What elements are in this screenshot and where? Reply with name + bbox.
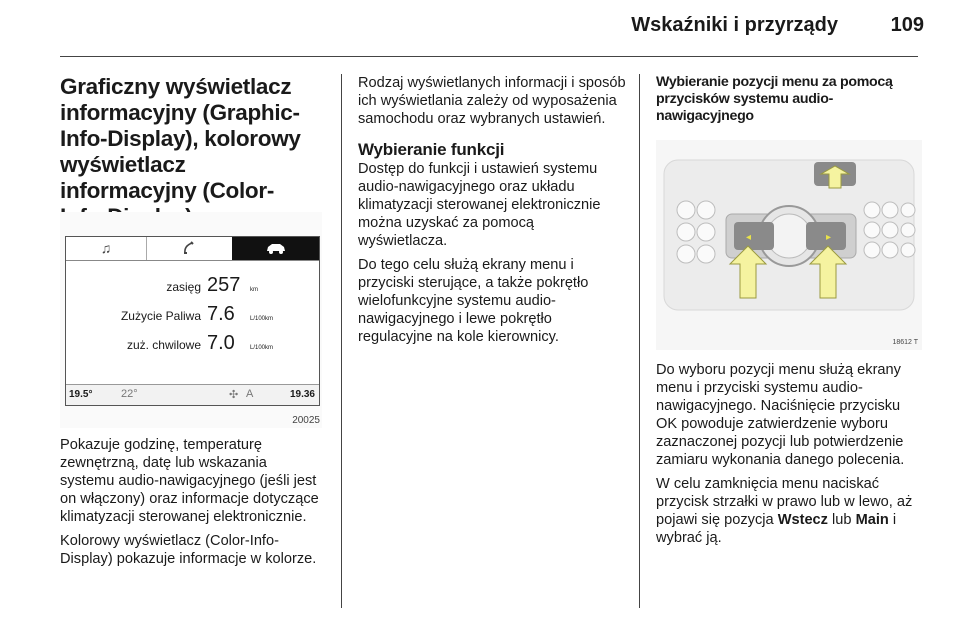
music-note-icon: ♫: [66, 237, 147, 260]
fuel-consumption-row: [66, 300, 319, 328]
section-heading: Graficzny wyświetlacz informacyjny (Graphic-Info-Display), kolorowy wyświetlacz informacyjny (Color-: [60, 74, 301, 203]
column-1: [60, 74, 320, 230]
panel-illustration: [656, 140, 922, 350]
column-1-text: [60, 436, 320, 568]
svg-text:▸: ▸: [826, 232, 832, 243]
paragraph: Kolorowy wyświetlacz (Color-Info-Display) pokazuje informacje w kolorze.: [60, 533, 317, 567]
paragraph: [656, 475, 924, 547]
fuel-consumption-label: Zużycie Paliwa: [120, 309, 201, 323]
header-section-title: Wskaźniki i przyrządy: [631, 14, 838, 36]
instant-consumption-value: 7.0: [207, 332, 235, 354]
paragraph: Dostęp do funkcji i ustawień systemu audio-nawigacyjnego oraz układu klimatyzacji sterowanej elektronicznie można uzyskać za pomocą wyświetlacza.: [358, 161, 601, 249]
page-number: 109: [890, 14, 924, 36]
option-wstecz: Wstecz: [777, 512, 828, 528]
column-3-text: [656, 361, 924, 547]
graphic-info-display-figure: [60, 212, 322, 428]
outside-temperature: 19.5°: [69, 389, 93, 400]
set-temperature: 22°: [121, 388, 138, 400]
range-value: 257: [207, 274, 241, 296]
column-3: [656, 74, 924, 125]
text-span: W celu zamknięcia menu naciskać przycisk strzałki w prawo lub w lewo, aż pojawi się pozycja: [656, 476, 913, 528]
fan-mode: A: [246, 388, 254, 400]
figure-number: 20025: [292, 415, 320, 426]
fan-icon: ✣: [229, 389, 239, 401]
subheading: Wybieranie pozycji menu za pomocą przycisków systemu audio-nawigacyjnego: [656, 74, 893, 124]
column-divider-1: [341, 74, 342, 608]
phone-handset-icon: [146, 237, 233, 260]
text-span: lub: [827, 512, 856, 528]
column-2: [358, 74, 626, 346]
fuel-consumption-value: 7.6: [207, 303, 235, 325]
option-main: Main: [855, 512, 889, 528]
instant-consumption-label: zuż. chwilowe: [126, 338, 201, 352]
header-divider: [60, 56, 918, 57]
paragraph: Do tego celu służą ekrany menu i przyciski sterujące, a także pokrętło wielofunkcyjne systemu audio-nawigacyjnego i lewe pokrętło regulacyjne na kole kierownicy.: [358, 257, 589, 345]
range-row: [66, 271, 319, 299]
text-span: i wybrać ją.: [656, 512, 897, 546]
clock: 19.36: [289, 389, 315, 400]
instant-consumption-row: [66, 329, 319, 357]
subheading: Wybieranie funkcji: [358, 140, 505, 159]
instant-consumption-unit: L/100km: [250, 345, 274, 351]
display-screen: [65, 236, 320, 406]
car-icon: [232, 237, 319, 260]
range-unit: km: [250, 287, 258, 293]
paragraph: Rodzaj wyświetlanych informacji i sposób ich wyświetlania zależy od wyposażenia samochodu oraz wybranych ustawień.: [358, 75, 626, 127]
audio-navigation-panel-figure: [656, 140, 922, 350]
paragraph: Do wyboru pozycji menu służą ekrany menu i przyciski systemu audio-nawigacyjnego. Naciśnięcie przycisku OK powoduje zatwierdzenie wyboru zaznaczonej pozycji lub potwierdzenie zamiaru wykonania danego polecenia.: [656, 362, 905, 468]
column-divider-2: [639, 74, 640, 608]
fuel-consumption-unit: L/100km: [250, 316, 274, 322]
paragraph: Pokazuje godzinę, temperaturę zewnętrzną, datę lub wskazania systemu audio-nawigacyjnego (jeśli jest on włączony) oraz informacje dotyczące klimatyzacji sterowanej elektronicznie.: [60, 437, 319, 525]
svg-text:◂: ◂: [746, 232, 752, 243]
display-status-bar: [66, 384, 319, 405]
display-tabs: [66, 237, 319, 261]
figure-number: 18612 T: [892, 339, 918, 346]
range-label: zasięg: [166, 280, 201, 294]
